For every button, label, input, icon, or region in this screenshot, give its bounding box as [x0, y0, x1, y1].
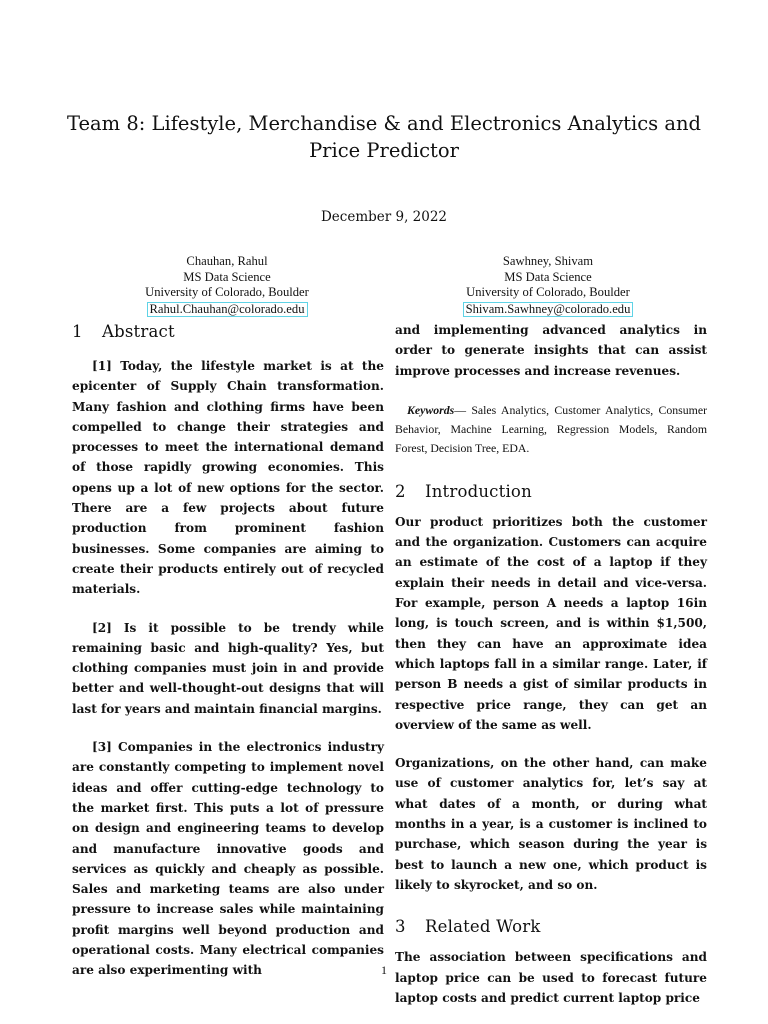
author-program: MS Data Science [504, 269, 592, 284]
keywords-label: Keywords [407, 402, 455, 417]
introduction-paragraph-1: Our product prioritizes both the customer and the organization. Customers can acquire an estimate of the cost of a laptop if they explain their needs in detail and vice-versa. For example, person A needs a laptop 16in long, is touch screen, and is within $1,500, then they can have an approximate idea which laptops fall in a similar range. Later, if person B needs a gist of similar products in respective price range, they can get an overview of the same as well. [395, 514, 707, 732]
section-title: Introduction [425, 481, 532, 501]
abstract-paragraph-continued: and implementing advanced analytics in order to generate insights that can assist improve processes and increase revenues. [395, 323, 707, 378]
section-heading-abstract [72, 320, 384, 344]
section-number: 1 [72, 322, 83, 341]
abstract-paragraph-2: [2] Is it possible to be trendy while remaining basic and high-quality? Yes, but clothing companies must join in and provide better and well-thought-out designs that will last for years and maintain financial margins. [72, 620, 384, 716]
author-name: Sawhney, Shivam [502, 254, 594, 268]
section-number: 3 [395, 917, 406, 937]
author-name: Chauhan, Rahul [186, 254, 268, 268]
section-title: Related Work [425, 917, 541, 937]
abstract-paragraph-1: [1] Today, the lifestyle market is at the epicenter of Supply Chain transformation. Many fashion and clothing firms have been compelled to change their strategies and processes to meet the international demand of those rapidly growing economies. This opens up a lot of new options for the sector. There are a few projects about future production from prominent fashion businesses. Some companies are aiming to create their products entirely out of recycled materials. [72, 359, 384, 597]
author-affiliation: University of Colorado, Boulder [145, 285, 309, 299]
abstract-paragraph-3: [3] Companies in the electronics industry are constantly competing to implement novel ideas and offer cutting-edge technology to the market first. This puts a lot of pressure on design and engineering teams to develop and manufacture innovative goods and services as quickly and cheaply as possible. Sales and marketing teams are also under pressure to increase sales while maintaining profit margins well beyond production and operational costs. Many electrical companies are also experimenting with [72, 740, 384, 978]
paper-date: December 9, 2022 [320, 209, 448, 225]
author-affiliation: University of Colorado, Boulder [466, 285, 630, 299]
author-email-link[interactable]: Rahul.Chauhan@colorado.edu [147, 302, 308, 317]
author-block-2 [418, 254, 678, 317]
keywords-paragraph [395, 401, 707, 458]
section-title: Abstract [102, 322, 175, 341]
left-column [72, 320, 384, 981]
author-block-1 [97, 254, 357, 317]
related-work-paragraph-1: The association between specifications and laptop price can be used to forecast future laptop costs and predict current laptop price [395, 950, 707, 1005]
page-number: 1 [381, 963, 387, 977]
section-number: 2 [395, 481, 406, 501]
right-column [395, 320, 707, 1008]
section-heading-related-work [395, 915, 707, 939]
author-program: MS Data Science [183, 269, 271, 284]
section-heading-introduction [395, 480, 707, 504]
keywords-text: Sales Analytics, Customer Analytics, Consumer Behavior, Machine Learning, Regression Models, Random Forest, Decision Tree, EDA. [395, 402, 707, 455]
keywords-dash: — [454, 402, 466, 417]
author-email-link[interactable]: Shivam.Sawhney@colorado.edu [463, 302, 634, 317]
paper-title: Team 8: Lifestyle, Merchandise & and Electronics Analytics and Price Predictor [66, 112, 702, 162]
introduction-paragraph-2: Organizations, on the other hand, can make use of customer analytics for, let’s say at what dates of a month, or during what months in a year, is a customer is inclined to purchase, which season during the year is best to launch a new one, which product is likely to skyrocket, and so on. [395, 756, 707, 892]
